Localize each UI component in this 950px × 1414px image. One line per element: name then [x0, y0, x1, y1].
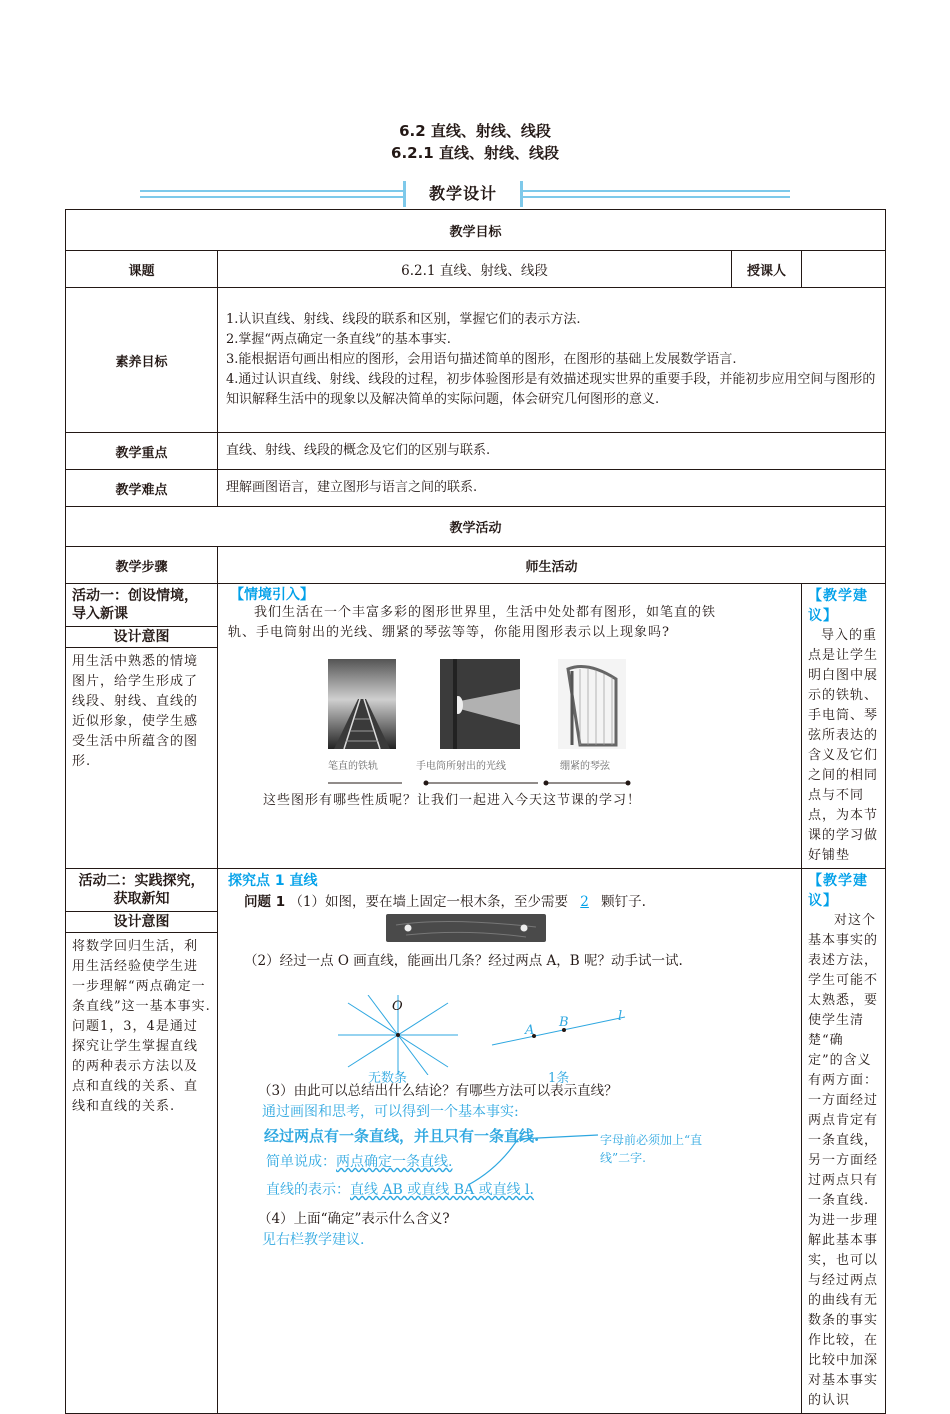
objectives-header: 教学目标	[66, 210, 886, 251]
hand-note-1: 通过画图和思考，可以得到一个基本事实:	[262, 1104, 519, 1120]
label-l: l	[618, 1009, 623, 1024]
lesson-title: 6.2 直线、射线、线段	[399, 122, 551, 140]
q1-answer: 2	[580, 894, 589, 910]
section-banner	[140, 181, 790, 207]
suggestion-text: 对这个基本事实的表述方法，学生可能不太熟悉，要使学生清楚“确定”的含义有两方面：一方面经过两点肯定有一条直线，另一方面经过两点只有一条直线.为进一步理解此基本事实，也可以与经过两点的曲线有无数条的事实作比较，在比较中加深对基本事实的认识	[808, 913, 879, 1408]
teacher-label: 授课人	[732, 251, 802, 288]
goal-item: 1.认识直线、射线、线段的联系和区别，掌握它们的表示方法.	[226, 312, 581, 327]
hand-side-note: 字母前必须加上“直线”二字.	[600, 1133, 703, 1165]
flashlight-image	[440, 659, 520, 749]
activity1-intent-text: 用生活中熟悉的情境图片，给学生形成了线段、射线、直线的近似形象，使学生感受生活中所蕴含的图形.	[72, 654, 199, 769]
question1	[244, 890, 646, 910]
railway-image	[328, 659, 396, 749]
activity2-intent-text: 将数学回归生活，利用生活经验使学生进一步理解“两点确定一条直线”这一基本事实. 问题1，3，4是通过探究让学生掌握直线的两种表示方法以及点和直线的关系、直线和直线的关系.	[72, 939, 211, 1114]
question2: （2）经过一点 O 画直线，能画出几条？经过两点 A，B 呢？动手试一试.	[244, 953, 683, 969]
hand-note-2: 经过两点有一条直线，并且只有一条直线.	[264, 1127, 540, 1145]
activity2-title: 活动二：实践探究，获取新知	[78, 873, 205, 907]
explore-title: 探究点 1 直线	[228, 873, 318, 889]
suggestion-title: 【教学建议】	[808, 873, 868, 909]
activity1-content	[218, 584, 802, 869]
hand-note-4-text: 直线 AB 或直线 BA 或直线 l.	[350, 1182, 534, 1198]
goal-item: 2.掌握“两点确定一条直线”的基本事实.	[226, 332, 451, 347]
activity-header: 教学活动	[66, 507, 886, 547]
caption-flashlight: 手电筒所射出的光线	[416, 761, 506, 772]
note-bracket	[458, 1129, 608, 1189]
question3: （3）由此可以总结出什么结论？有哪些方法可以表示直线？	[258, 1083, 618, 1099]
wood-strip-image	[386, 911, 546, 945]
key-label: 教学重点	[66, 433, 218, 470]
difficulty-label: 教学难点	[66, 470, 218, 507]
topic-value: 6.2.1 直线、射线、线段	[218, 251, 732, 288]
scene-intro-tag: 【情境引入】	[230, 587, 314, 603]
answer-many: 无数条	[368, 1071, 408, 1086]
label-a: A	[525, 1023, 535, 1038]
teacher-value	[802, 251, 886, 288]
activity2-intent-label: 设计意图	[66, 911, 217, 933]
hand-note-5: 见右栏教学建议.	[262, 1232, 365, 1248]
steps-label: 教学步骤	[66, 547, 218, 584]
activity2-content	[218, 869, 802, 1414]
harp-image	[558, 659, 626, 749]
hand-note-3-prefix: 简单说成：	[266, 1154, 336, 1170]
goal-item: 4.通过认识直线、射线、线段的过程，初步体验图形是有效描述现实世界的重要手段，并能初步应用空间与图形的知识解释生活中的现象以及解决简单的实际问题，体会研究几何图形的意义.	[226, 372, 876, 407]
activity1-steps	[66, 584, 218, 869]
teacher-student-label: 师生活动	[218, 547, 886, 584]
hand-note-3-text: 两点确定一条直线.	[336, 1154, 453, 1170]
goal-item: 3.能根据语句画出相应的图形，会用语句描述简单的图形，在图形的基础上发展数学语言.	[226, 352, 737, 367]
activity1-title: 活动一：创设情境，导入新课	[72, 588, 198, 622]
question4: （4）上面“确定”表示什么含义?	[258, 1211, 450, 1227]
activity1-intent-label: 设计意图	[66, 626, 217, 648]
lesson-plan-table	[65, 209, 886, 1414]
q1-text: （1）如图，要在墙上固定一根木条，至少需要	[289, 894, 568, 910]
literacy-label: 素养目标	[66, 288, 218, 433]
scene-closing: 这些图形有哪些性质呢？让我们一起进入今天这节课的学习！	[263, 793, 642, 808]
activity1-suggestion	[802, 584, 886, 869]
topic-label: 课题	[66, 251, 218, 288]
key-value: 直线、射线、线段的概念及它们的区别与联系.	[218, 433, 886, 470]
banner-label: 教学设计	[403, 181, 523, 207]
answer-one: 1条	[548, 1071, 570, 1086]
difficulty-value: 理解画图语言，建立图形与语言之间的联系.	[218, 470, 886, 507]
hand-note-4-prefix: 直线的表示：	[266, 1182, 350, 1198]
caption-harp: 绷紧的琴弦	[560, 761, 610, 772]
q1-suffix: 颗钉子.	[601, 894, 646, 910]
label-o: O	[392, 999, 403, 1014]
literacy-goals	[218, 288, 886, 433]
activity2-steps	[66, 869, 218, 1414]
activity2-suggestion	[802, 869, 886, 1414]
suggestion-title: 【教学建议】	[808, 588, 868, 624]
scene-intro-paragraph: 我们生活在一个丰富多彩的图形世界里，生活中处处都有图形，如笔直的铁轨、手电筒射出的光线、绷紧的琴弦等等，你能用图形表示以上现象吗?	[228, 605, 717, 640]
q1-prefix: 问题 1	[244, 894, 286, 910]
subsection-title: 6.2.1 直线、射线、线段	[391, 144, 559, 162]
label-b: B	[559, 1015, 569, 1030]
hand-note-3	[266, 1151, 452, 1171]
suggestion-text: 导入的重点是让学生明白图中展示的铁轨、手电筒、琴弦所表达的含义及它们之间的相同点与不同点，为本节课的学习做好铺垫	[808, 628, 879, 863]
caption-railway: 笔直的铁轨	[328, 761, 378, 772]
